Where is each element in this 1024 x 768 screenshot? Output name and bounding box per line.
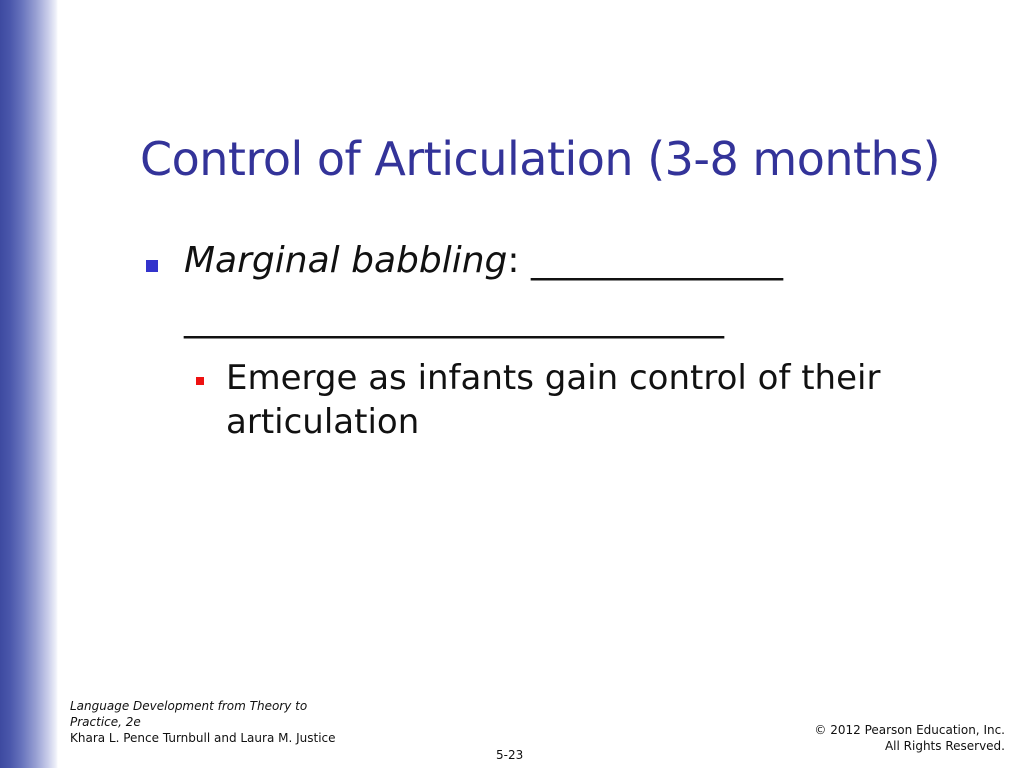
fill-in-blank-line: ______________________________ — [184, 298, 724, 339]
sub-bullet-text: Emerge as infants gain control of their articulation — [226, 358, 881, 442]
bullet-term: Marginal babbling — [184, 240, 508, 281]
footer-book-title: Language Development from Theory to Practice, 2e — [70, 699, 308, 729]
bullet-blank-suffix: : ______________ — [507, 240, 783, 281]
bullet-text — [184, 240, 783, 281]
footer-book-info — [70, 698, 370, 746]
footer-copyright — [814, 722, 1005, 754]
decorative-side-band — [0, 0, 58, 768]
rights-text: All Rights Reserved. — [884, 739, 1005, 753]
copyright-text: © 2012 Pearson Education, Inc. — [814, 723, 1005, 737]
page-number: 5-23 — [496, 748, 524, 762]
footer-authors: Khara L. Pence Turnbull and Laura M. Justice — [70, 731, 336, 745]
square-sub-bullet-icon — [196, 377, 204, 385]
slide-title: Control of Articulation (3-8 months) — [140, 132, 941, 186]
square-bullet-icon — [146, 260, 158, 272]
